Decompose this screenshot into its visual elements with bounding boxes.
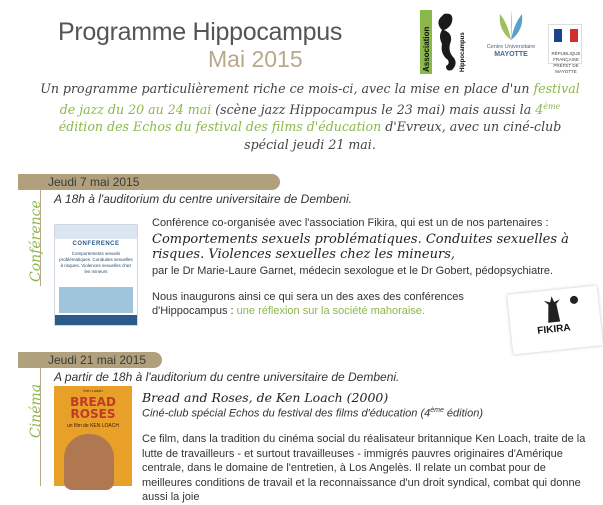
film-poster: [54, 386, 132, 486]
poster-title: CONFERENCE: [72, 241, 120, 247]
film-sub-sup: ème: [430, 407, 444, 414]
event-date-2: Jeudi 21 mai 2015: [48, 353, 147, 367]
conference-topic: [152, 232, 572, 262]
conference-closing: [152, 290, 464, 318]
seahorse-logo-text-2: Hippocampus: [460, 32, 466, 72]
film-subtitle: [142, 407, 483, 420]
intro-text-3: (scène jazz Hippocampus le 23 mai) mais aussi la: [211, 101, 536, 117]
hippocampus-logo: [420, 10, 468, 74]
intro-edition-number: 4: [535, 101, 544, 117]
conference-intro: Conférence co-organisée avec l'association Fikira, qui est un de nos partenaires :: [152, 217, 549, 229]
conference-speakers: par le Dr Marie-Laure Garnet, médecin sexologue et le Dr Gobert, pédopsychiatre.: [152, 265, 554, 277]
poster2-title-1: BREAD: [70, 395, 116, 409]
event-venue-2: A partir de 18h à l'auditorium du centre universitaire de Dembeni.: [54, 370, 400, 384]
poster2-title: [54, 396, 132, 420]
poster-body: Comportements sexuels problématiques. Conduites sexuelles à risques. Violences sexuelles chez les mineurs: [59, 251, 133, 274]
conference-poster: [54, 224, 138, 326]
page-title: Programme Hippocampus: [58, 18, 343, 46]
event-date-1: Jeudi 7 mai 2015: [48, 175, 140, 189]
film-sub-post: édition): [443, 407, 484, 420]
topic-line2: risques. Violences sexuelles chez les mineurs,: [152, 247, 456, 262]
event-venue-1: A 18h à l'auditorium du centre universitaire de Dembeni.: [54, 192, 353, 206]
pref-line2: PRÉFET DE MAYOTTE: [553, 63, 579, 74]
intro-festival-link: festival de jazz du 20 au 24 mai: [59, 81, 580, 117]
poster2-title-2: ROSES: [70, 407, 116, 421]
centre-universitaire-logo: [478, 8, 544, 68]
intro-text-1: Un programme particulièrement riche ce mois-ci, avec la mise en place d'un: [40, 81, 534, 96]
cum-line2: MAYOTTE: [494, 51, 528, 58]
poster2-top: Ken Loach: [83, 388, 103, 393]
closing-line2: d'Hippocampus :: [152, 305, 237, 317]
closing-highlight: une réflexion sur la société mahoraise.: [236, 305, 425, 317]
topic-line1: Comportements sexuels problématiques. Conduites sexuelles à: [152, 232, 569, 247]
poster2-director: un film de KEN LOACH: [67, 423, 119, 429]
page-subtitle: Mai 2015: [208, 46, 303, 72]
film-title: Bread and Roses, de Ken Loach (2000): [142, 390, 389, 405]
pref-line1: RÉPUBLIQUE FRANÇAISE: [551, 51, 581, 62]
intro-edition-post: édition des Echos du festival des films d'éducation: [58, 119, 382, 135]
fikira-label: FIKIRA: [536, 322, 572, 337]
closing-line1: Nous inaugurons ainsi ce qui sera un des axes des conférences: [152, 291, 464, 303]
intro-paragraph: [40, 80, 580, 153]
prefecture-logo: [548, 24, 582, 74]
category-label-conference: Conférence: [28, 200, 44, 282]
seahorse-logo-text-1: Association: [422, 26, 431, 72]
cum-line1: Centre Universitaire: [486, 44, 536, 50]
film-sub-pre: Ciné-club spécial Echos du festival des films d'éducation (4: [142, 407, 431, 420]
intro-text-5: d'Evreux, avec un ciné-club spécial jeudi 21 mai.: [244, 119, 562, 152]
intro-edition-sup: ème: [543, 101, 561, 111]
category-label-cinema: Cinéma: [28, 383, 44, 438]
french-flag-icon: [554, 29, 578, 42]
film-description: Ce film, dans la tradition du cinéma social du réalisateur britannique Ken Loach, traite de la lutte de travailleurs - et surtout travailleuses - immigrés pauvres originaires d'Amérique centrale, dans le domaine de l'entretien, à Los Angelès. Il relate un combat pour de meilleures conditions de travail et la reconnaissance d'un droit syndical, combat qui donne aussi la joie: [142, 433, 586, 503]
fikira-logo: [507, 285, 603, 354]
